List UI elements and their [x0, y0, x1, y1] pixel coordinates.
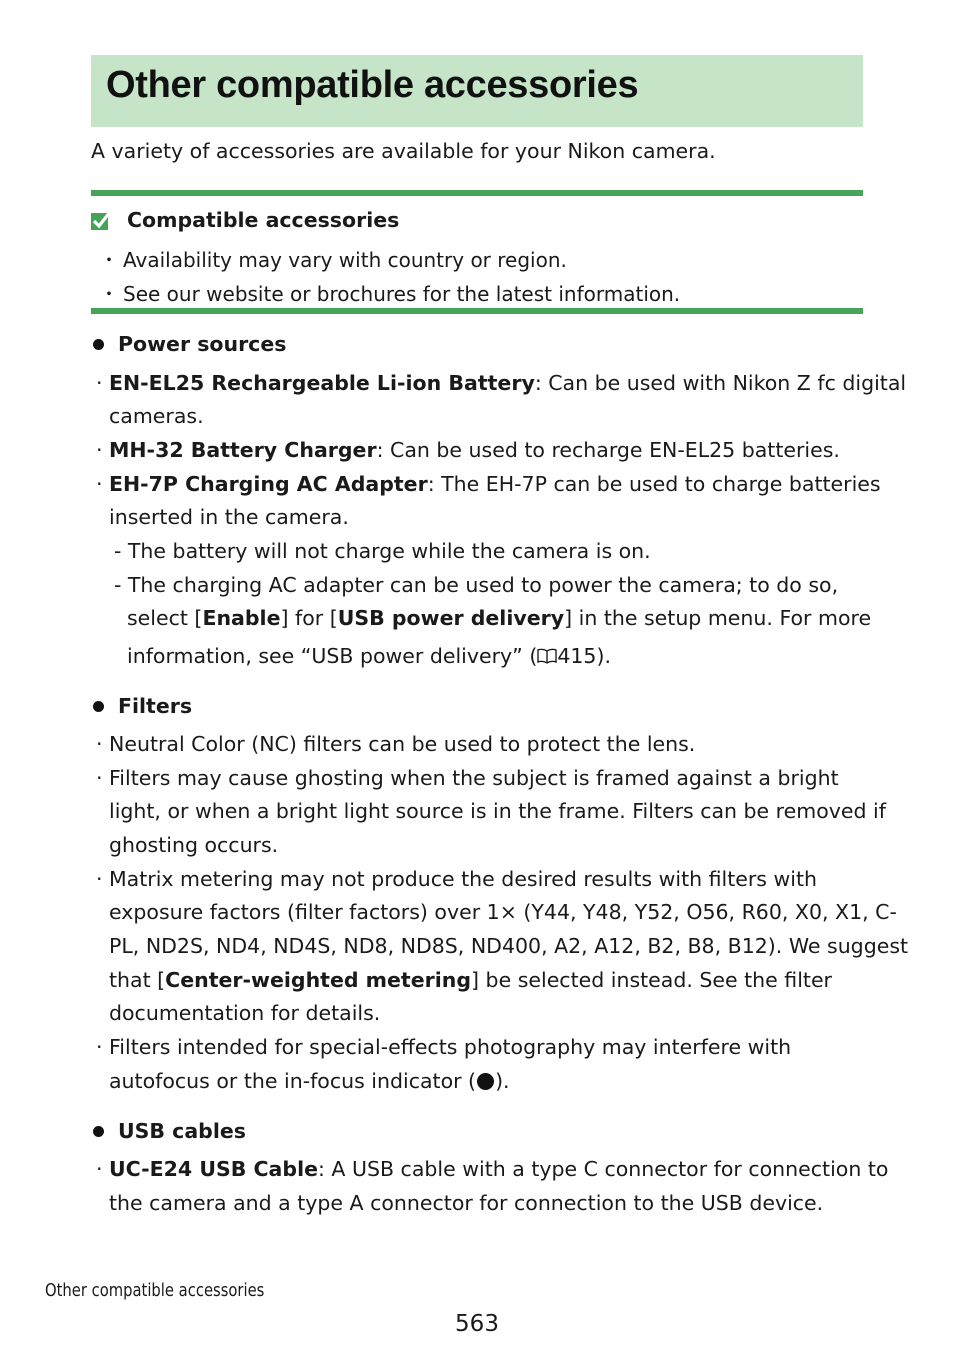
- text-run: ] be selected instead. See the filter: [471, 968, 832, 992]
- page-title: Other compatible accessories: [106, 64, 639, 106]
- check-box-icon: [91, 210, 111, 230]
- item-desc: : A USB cable with a type C connector for connection to: [318, 1157, 889, 1181]
- section-heading-text: USB cables: [118, 1119, 246, 1143]
- text-run: ] for [: [280, 606, 338, 630]
- page-reference[interactable]: 415: [557, 644, 597, 668]
- section-heading-usb: [93, 1119, 246, 1143]
- text-run: ).: [596, 644, 611, 668]
- bullet-dot-icon: [93, 701, 104, 712]
- list-item-continuation: cameras.: [109, 404, 204, 428]
- list-item-continuation: documentation for details.: [109, 1001, 381, 1025]
- note-header: [91, 208, 399, 232]
- list-item-eh7p: [109, 472, 881, 496]
- footer-section-link[interactable]: Other compatible accessories: [45, 1280, 265, 1301]
- text-run: select [: [127, 606, 203, 630]
- list-item-continuation: inserted in the camera.: [109, 505, 349, 529]
- bullet-dot-icon: [93, 339, 104, 350]
- note-title: Compatible accessories: [127, 208, 400, 232]
- item-desc: : The EH-7P can be used to charge batteries: [427, 472, 881, 496]
- text-run: autofocus or the in-focus indicator (: [109, 1069, 477, 1093]
- list-item-continuation: [109, 1069, 510, 1093]
- item-name: EN-EL25 Rechargeable Li-ion Battery: [109, 371, 535, 395]
- intro-text: A variety of accessories are available for your Nikon camera.: [91, 139, 716, 163]
- menu-item-usb-power-delivery: USB power delivery: [337, 606, 565, 630]
- menu-option-center-weighted: Center-weighted metering: [165, 968, 472, 992]
- text-run: that [: [109, 968, 166, 992]
- list-bullet: ·: [96, 1157, 103, 1181]
- note-item-text: See our website or brochures for the latest information.: [123, 282, 681, 306]
- bullet-dot-icon: [93, 1126, 104, 1137]
- list-item-continuation: PL, ND2S, ND4, ND4S, ND8, ND8S, ND400, A2, A12, B2, B8, B12). We suggest: [109, 934, 909, 958]
- book-icon: [537, 648, 557, 664]
- list-item-uc-e24: [109, 1157, 888, 1181]
- list-bullet: ·: [96, 438, 103, 462]
- list-item: Matrix metering may not produce the desired results with filters with: [109, 867, 818, 891]
- item-name: UC-E24 USB Cable: [109, 1157, 318, 1181]
- sub-item-continuation: [127, 644, 611, 668]
- item-name: EH-7P Charging AC Adapter: [109, 472, 428, 496]
- list-item-continuation: [109, 968, 832, 992]
- section-heading-power: [93, 332, 286, 356]
- title-banner: [91, 55, 863, 127]
- list-bullet: ·: [96, 867, 103, 891]
- list-item-continuation: the camera and a type A connector for connection to the USB device.: [109, 1191, 824, 1215]
- list-bullet: ·: [96, 766, 103, 790]
- list-item-mh32: [109, 438, 840, 462]
- section-heading-text: Filters: [118, 694, 193, 718]
- list-item: Filters may cause ghosting when the subject is framed against a bright: [109, 766, 839, 790]
- sub-item: - The battery will not charge while the camera is on.: [114, 539, 651, 563]
- list-bullet: ·: [96, 732, 103, 756]
- list-item-en-el25: [109, 371, 906, 395]
- sub-item-continuation: [127, 606, 871, 630]
- note-item: ・ Availability may vary with country or region.: [99, 248, 567, 272]
- list-bullet: ·: [96, 371, 103, 395]
- list-item-continuation: ghosting occurs.: [109, 833, 279, 857]
- text-run: information, see “USB power delivery” (: [127, 644, 538, 668]
- list-item: Filters intended for special-effects photography may interfere with: [109, 1035, 792, 1059]
- note-box: [91, 190, 863, 314]
- item-desc: : Can be used to recharge EN-EL25 batteries.: [376, 438, 840, 462]
- note-item-text: Availability may vary with country or region.: [123, 248, 567, 272]
- item-desc: : Can be used with Nikon Z fc digital: [534, 371, 907, 395]
- item-name: MH-32 Battery Charger: [109, 438, 377, 462]
- list-item-continuation: exposure factors (filter factors) over 1× (Y44, Y48, Y52, O56, R60, X0, X1, C-: [109, 900, 897, 924]
- list-bullet: ·: [96, 1035, 103, 1059]
- sub-item: - The charging AC adapter can be used to power the camera; to do so,: [114, 573, 839, 597]
- menu-option-enable: Enable: [202, 606, 281, 630]
- text-run: ] in the setup menu. For more: [564, 606, 872, 630]
- in-focus-indicator-icon: [477, 1073, 494, 1090]
- list-bullet: ·: [96, 472, 103, 496]
- list-item-continuation: light, or when a bright light source is in the frame. Filters can be removed if: [109, 799, 886, 823]
- list-item: Neutral Color (NC) filters can be used to protect the lens.: [109, 732, 696, 756]
- page-number: 563: [455, 1311, 499, 1337]
- section-heading-text: Power sources: [118, 332, 287, 356]
- section-heading-filters: [93, 694, 192, 718]
- note-item: ・ See our website or brochures for the latest information.: [99, 282, 681, 306]
- text-run: ).: [495, 1069, 510, 1093]
